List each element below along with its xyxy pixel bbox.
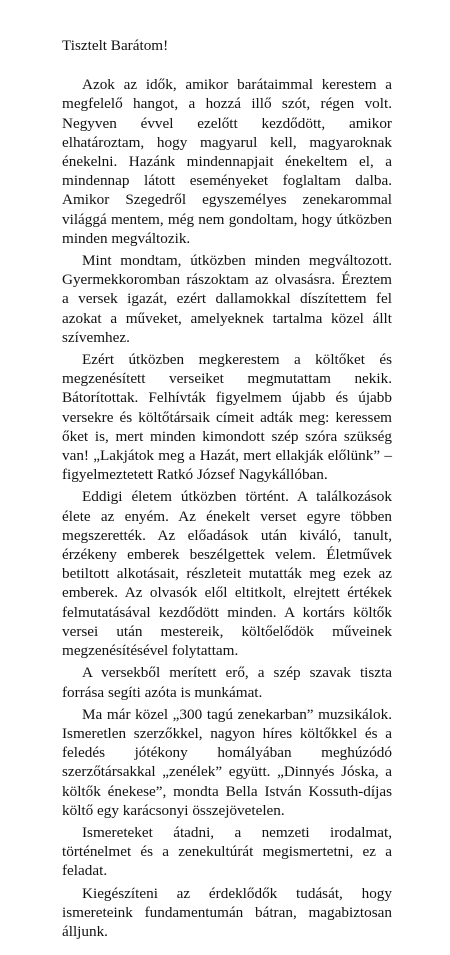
letter-page bbox=[62, 36, 392, 944]
letter-paragraph-3: Ezért útközben megkerestem a költőket és megzenésített verseiket megmutattam nekik. Bátorítottak. Felhívták figyelmem újabb és újabb versekre és költőtársaik címeit adták meg: keressem őket is, mert minden kimondott szép szóra szükség van! „Lakjátok meg a Hazát, mert ellakják előlünk” – figyelmeztetett Ratkó József Nagykállóban. bbox=[62, 351, 392, 484]
letter-paragraph-1: Azok az idők, amikor barátaimmal kerestem a megfelelő hangot, a hozzá illő szót, régen volt. Negyven évvel ezelőtt kezdődött, amikor elhatároztam, hogy magyarul kell, magyaroknak énekelni. Hazánk mindennapjait énekeltem el, a mindennap látott eseményeket foglaltam dalba. Amikor Szegedről egyszemélyes zenekarommal világgá mentem, még nem gondoltam, hogy útközben minden megváltozik. bbox=[62, 76, 392, 247]
letter-paragraph-2: Mint mondtam, útközben minden megváltozott. Gyermekkoromban rászoktam az olvasásra. Éreztem a versek igazát, ezért dallamokkal díszítettem fel azokat a műveket, amelyeknek tartalma közel állt szívemhez. bbox=[62, 252, 392, 346]
letter-paragraph-6: Ma már közel „300 tagú zenekarban” muzsikálok. Ismeretlen szerzőkkel, nagyon híres költőkkel és a feledés jótékony homályában meghúzódó szerzőtársakkal „zenélek” együtt. „Dinnyés Jóska, a költők énekese”, mondta Bella István Kossuth-díjas költő egy karácsonyi összejövetelen. bbox=[62, 705, 392, 819]
letter-paragraph-8: Kiegészíteni az érdeklődők tudását, hogy ismereteink fundamentumán bátran, magabiztosan álljunk. bbox=[62, 884, 392, 940]
letter-paragraph-5: A versekből merített erő, a szép szavak tiszta forrása segíti azóta is munkámat. bbox=[62, 664, 392, 701]
letter-salutation: Tisztelt Barátom! bbox=[62, 37, 169, 54]
letter-paragraph-4: Eddigi életem útközben történt. A találkozások élete az enyém. Az énekelt verset egyre többen megszerették. Az előadások után kiváló, tanult, érzékeny emberek beszélgettek velem. Életművek betiltott alkotásait, részleteit mutatták meg ezek az emberek. Az olvasók elől eltitkolt, elrejtett értékek felmutatásával kezdődött minden. A kortárs költők versei után mestereik, költőelődök műveinek megzenésítésével folytattam. bbox=[62, 488, 392, 660]
letter-paragraph-7: Ismereteket átadni, a nemzeti irodalmat, történelmet és a zenekultúrát megismertetni, ez a feladat. bbox=[62, 823, 392, 880]
